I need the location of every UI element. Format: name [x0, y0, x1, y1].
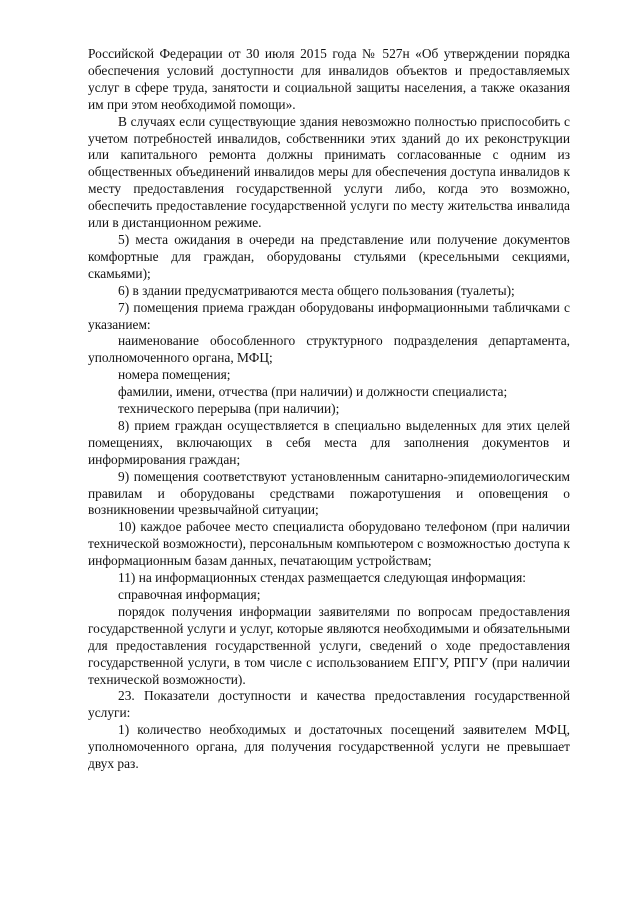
paragraph-signage-room-number: номера помещения; — [118, 367, 231, 383]
paragraph-item-11-info-stands: 11) на информационных стендах размещается следующая информация: — [118, 570, 527, 586]
paragraph-section-23-heading: 23. Показатели доступности и качества предоставления государственной услуги: — [88, 688, 570, 721]
paragraph-section-23-item-1: 1) количество необходимых и достаточных посещений заявителем МФЦ, уполномоченного органа, для получения государственной услуги не превышает двух раз. — [88, 722, 570, 772]
paragraph-signage-department-name: наименование обособленного структурного подразделения департамента, уполномоченного органа, МФЦ; — [88, 333, 570, 366]
paragraph-item-7-signage: 7) помещения приема граждан оборудованы информационными табличками с указанием: — [88, 299, 570, 332]
paragraph-signage-specialist-name: фамилии, имени, отчества (при наличии) и должности специалиста; — [118, 384, 508, 400]
paragraph-item-8-reception: 8) прием граждан осуществляется в специально выделенных для этих целей помещениях, включающих в себя места для заполнения документов и информирования граждан; — [88, 417, 570, 467]
paragraph-item-9-sanitary: 9) помещения соответствуют установленным санитарно-эпидемиологическим правилам и оборудованы средствами пожаротушения и оповещения о возникновении чрезвычайной ситуации; — [88, 468, 570, 518]
paragraph-signage-break: технического перерыва (при наличии); — [118, 401, 340, 417]
paragraph-item-6-toilets: 6) в здании предусматриваются места общего пользования (туалеты); — [118, 282, 515, 298]
paragraph-item-10-workplace: 10) каждое рабочее место специалиста оборудовано телефоном (при наличии технической возможности), персональным компьютером с возможностью доступа к информационным базам данных, печатающим устройствам; — [88, 519, 570, 569]
paragraph-item-5-waiting-areas: 5) места ожидания в очереди на представление или получение документов комфортные для граждан, оборудованы стульями (кресельными секциями, скамьями); — [88, 231, 570, 281]
paragraph-building-adaptation: В случаях если существующие здания невозможно полностью приспособить с учетом потребностей инвалидов, собственники этих зданий до их реконструкции или капитального ремонта должны принимать согласованные с одним из общественных объединений инвалидов меры для обеспечения доступа инвалидов к месту предоставления государственной услуги либо, когда это возможно, обеспечить предоставление государственной услуги по месту жительства инвалида или в дистанционном режиме. — [88, 113, 570, 231]
paragraph-info-procedure: порядок получения информации заявителями по вопросам предоставления государственной услуги и услуг, которые являются необходимыми и обязательными для предоставления государственной услуги, сведений о ходе предоставления государственной услуги, в том числе с использованием ЕПГУ, РПГУ (при наличии технической возможности). — [88, 603, 570, 687]
paragraph-order-reference: Российской Федерации от 30 июля 2015 года № 527н «Об утверждении порядка обеспечения условий доступности для инвалидов объектов и предоставляемых услуг в сфере труда, занятости и социальной защиты населения, а также оказания им при этом необходимой помощи». — [88, 46, 570, 112]
paragraph-reference-info: справочная информация; — [118, 587, 261, 602]
